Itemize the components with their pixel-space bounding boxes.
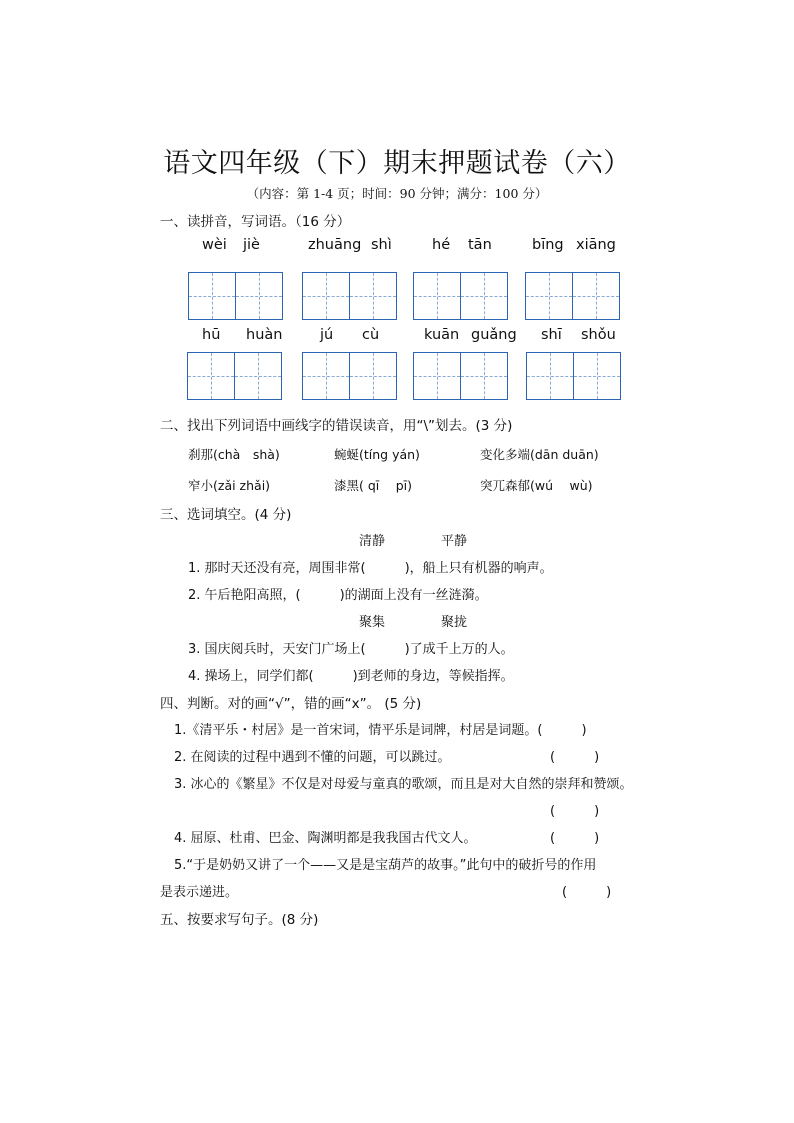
pinyin: bīng (532, 237, 564, 253)
pinyin: huàn (246, 327, 283, 343)
word-choice: 平静 (441, 534, 468, 549)
question: 5.“于是奶奶又讲了一个——又是是宝葫芦的故事。”此句中的破折号的作用 (174, 858, 597, 873)
question: 1. 那时天还没有亮，周围非常( )，船上只有机器的响声。 (188, 561, 553, 576)
pinyin: kuān (424, 327, 460, 343)
word-choice: 聚拢 (441, 615, 468, 630)
question: 1.《清平乐・村居》是一首宋词，情平乐是词牌，村居是词题。( ) (174, 723, 587, 738)
pinyin: cù (362, 327, 380, 343)
section-4-heading: 四、判断。对的画“√”，错的画“x”。 (5 分) (160, 696, 422, 712)
question-continued: 是表示递进。 (160, 885, 239, 900)
writing-grid[interactable] (525, 272, 620, 320)
section-2-heading: 二、找出下列词语中画线字的错误读音，用“\”划去。(3 分) (160, 418, 513, 434)
pinyin: jú (320, 327, 334, 343)
answer-paren[interactable]: ( ) (562, 885, 612, 900)
pinyin: hé (432, 237, 451, 253)
word-choice: 清静 (359, 534, 386, 549)
word-option: 窄小(zǎi zhǎi) (188, 478, 271, 493)
section-5-heading: 五、按要求写句子。(8 分) (160, 912, 319, 928)
pinyin: shǒu (581, 327, 616, 343)
pinyin: xiāng (576, 237, 616, 253)
writing-grid[interactable] (526, 352, 621, 400)
word-choice: 聚集 (359, 615, 386, 630)
answer-paren[interactable]: ( ) (550, 804, 600, 819)
word-option: 刹那(chà shà) (188, 447, 280, 462)
writing-grid[interactable] (302, 352, 397, 400)
answer-paren[interactable]: ( ) (550, 831, 600, 846)
exam-info: （内容：第 1-4 页；时间：90 分钟；满分：100 分） (246, 186, 548, 201)
writing-grid[interactable] (302, 272, 397, 320)
writing-grid[interactable] (413, 352, 508, 400)
pinyin: shī (541, 327, 562, 343)
pinyin: zhuāng (308, 237, 362, 253)
pinyin: hū (202, 327, 221, 343)
writing-grid[interactable] (188, 272, 283, 320)
question: 4. 屈原、杜甫、巴金、陶渊明都是我我国古代文人。 (174, 831, 477, 846)
pinyin: jiè (243, 237, 260, 253)
writing-grid[interactable] (413, 272, 508, 320)
writing-grid[interactable] (187, 352, 282, 400)
page-title: 语文四年级（下）期末押题试卷（六） (163, 148, 631, 179)
section-3-heading: 三、选词填空。(4 分) (160, 507, 292, 523)
pinyin: wèi (202, 237, 227, 253)
question: 3. 冰心的《繁星》不仅是对母爱与童真的歌颂，而且是对大自然的崇拜和赞颂。 (174, 777, 633, 792)
question: 4. 操场上，同学们都( )到老师的身边，等候指挥。 (188, 669, 514, 684)
question: 3. 国庆阅兵时，天安门广场上( )了成千上万的人。 (188, 642, 514, 657)
word-option: 变化多端(dān duān) (480, 447, 599, 462)
word-option: 蜿蜒(tíng yán) (334, 447, 420, 462)
answer-paren[interactable]: ( ) (550, 750, 600, 765)
pinyin: tān (468, 237, 492, 253)
question: 2. 在阅读的过程中遇到不懂的问题，可以跳过。 (174, 750, 451, 765)
pinyin: guǎng (471, 327, 517, 343)
section-1-heading: 一、读拼音，写词语。（16 分） (160, 214, 351, 230)
pinyin: shì (371, 237, 392, 253)
word-option: 突兀森郁(wú wù) (480, 478, 593, 493)
question: 2. 午后艳阳高照，( )的湖面上没有一丝涟漪。 (188, 588, 488, 603)
word-option: 漆黑( qī pī) (334, 478, 413, 493)
